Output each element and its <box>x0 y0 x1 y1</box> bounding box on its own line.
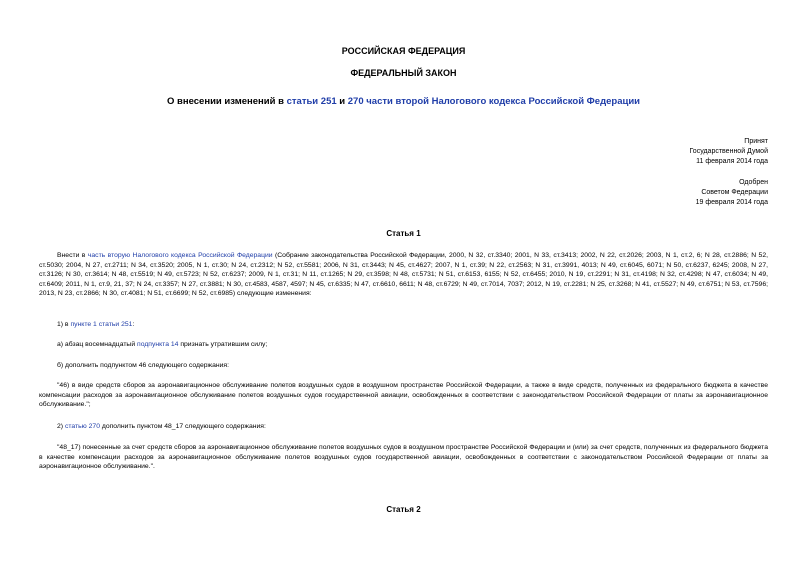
title-link-tax-code-part-two[interactable]: части второй Налогового кодекса Российской Федерации <box>366 96 640 107</box>
law-title <box>0 96 807 107</box>
country-heading: РОССИЙСКАЯ ФЕДЕРАЦИЯ <box>341 46 466 56</box>
intro-text-post: (Собрание законодательства Российской Федерации, 2000, N 32, ст.3340; 2001, N 33, ст.3413; 2002, N 22, ст.2026; 2003, N 1, ст.2, 6; N 28, ст.2886; N 52, ст.5030; 2004, N 27, ст.2711; N 34, ст.3520; 2005, N 1, ст.30; N 24, ст.2312; N 52, ст.5581; 2006, N 31, ст.3443; N 45, ст.4627; 2007, N 1, ст.39; N 22, ст.2563; N 31, ст.3991, 4013; N 49, ст.6045, 6071; N 50, ст.6237, 6245; 2008, N 27, ст.3126; N 30, ст.3614; N 48, ст.5519; N 49, ст.5723; N 52, ст.6237; 2009, N 1, ст.31; N 11, ст.1265; N 29, ст.3598; N 48, ст.5731; N 51, ст.6153, 6155; N 52, ст.6455; 2010, N 19, ст.2291; N 31, ст.4198; N 32, ст.4298; N 47, ст.6034; N 49, ст.6409; 2011, N 1, ст.9, 21, 37; N 24, ст.3357; N 27, ст.3881; N 30, ст.4583, 4587, 4597; N 45, ст.6335; N 47, ст.6610, 6611; N 48, ст.6729; N 49, ст.7014, 7037; 2012, N 19, ст.2281; N 25, ст.3268; N 41, ст.5527; N 49, ст.6751; N 53, ст.7596; 2013, N 23, ст.2866; N 30, ст.4081; N 51, ст.6699; N 52, ст.6985) следующие изменения: <box>39 252 768 298</box>
quote-46: "46) в виде средств сборов за аэронавигационное обслуживание полетов воздушных судов в воздушном пространстве Российской Федерации, а также в виде средств, полученных из федерального бюджета в качестве компенсации расходов за аэронавигационное обслуживание полетов воздушных судов государственной авиации, освобожденных в соответствии с законодательством Российской Федерации от платы за аэронавигационное обслуживание."; <box>39 382 768 409</box>
adoption-block <box>568 137 768 167</box>
item-2-pre: 2) <box>57 423 65 430</box>
approved-date: 19 февраля 2014 года <box>695 199 768 206</box>
item-1a-post: признать утратившим силу; <box>178 341 268 348</box>
approved-label: Одобрен <box>739 179 768 186</box>
quote-48-17: "48_17) понесенные за счет средств сборов за аэронавигационное обслуживание полетов воздушных судов в воздушном пространстве Российской Федерации и (или) за счет средств, полученных из федерального бюджета в качестве компенсации расходов за аэронавигационное обслуживание полетов воздушных судов государственной авиации, освобожденных в соответствии с законодательством Российской Федерации от платы за аэронавигационное обслуживание.". <box>39 444 768 471</box>
item-2 <box>39 422 768 432</box>
title-text-part1: О внесении изменений в <box>167 96 287 107</box>
approved-by: Советом Федерации <box>701 189 768 196</box>
intro-text-pre: Внести в <box>57 252 88 259</box>
adopted-date: 11 февраля 2014 года <box>696 158 768 165</box>
adopted-by: Государственной Думой <box>689 148 768 155</box>
title-link-article-251[interactable]: статьи 251 <box>286 96 337 107</box>
article-1-intro <box>39 251 768 299</box>
adopted-label: Принят <box>744 138 768 145</box>
item-1b: б) дополнить подпунктом 46 следующего содержания: <box>57 362 229 369</box>
item-1-link[interactable]: пункте 1 статьи 251 <box>70 321 133 328</box>
title-link-article-270[interactable]: 270 <box>347 96 364 107</box>
intro-link-tax-code[interactable]: часть вторую Налогового кодекса Российской Федерации <box>87 252 273 259</box>
item-2-post: дополнить пунктом 48_17 следующего содержания: <box>99 423 266 430</box>
item-1 <box>39 320 768 330</box>
article-2-heading: Статья 2 <box>386 505 421 514</box>
item-1a <box>39 340 768 350</box>
title-text-part2: и <box>336 96 348 107</box>
document-type-heading: ФЕДЕРАЛЬНЫЙ ЗАКОН <box>350 68 457 78</box>
item-1-pre: 1) в <box>57 321 71 328</box>
item-1a-link[interactable]: подпункта 14 <box>137 341 179 348</box>
article-1-heading: Статья 1 <box>386 229 421 238</box>
item-1-post: : <box>132 321 135 328</box>
approval-block <box>568 178 768 208</box>
item-1a-pre: а) абзац восемнадцатый <box>57 341 138 348</box>
item-2-link[interactable]: статью 270 <box>64 423 100 430</box>
